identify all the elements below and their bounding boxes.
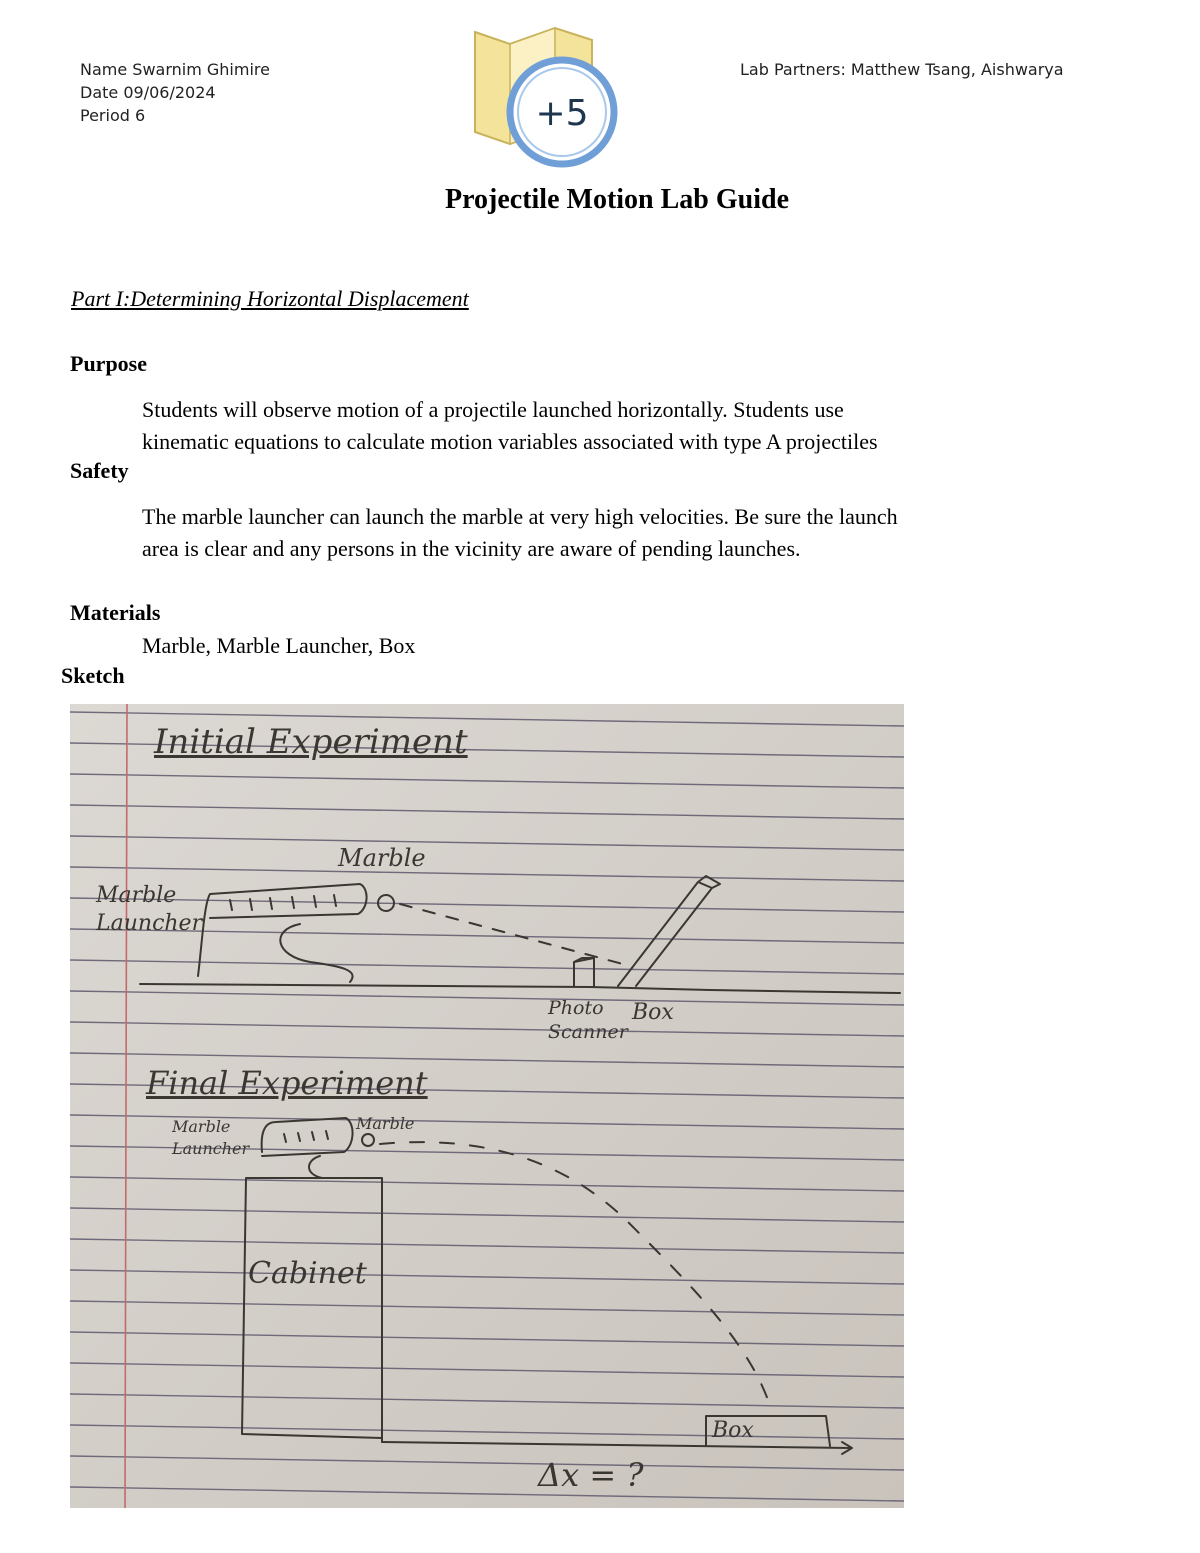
date-line: Date 09/06/2024: [80, 83, 216, 102]
initial-experiment-title: Initial Experiment: [154, 722, 468, 762]
badge-text: +5: [535, 93, 589, 134]
period-line: Period 6: [80, 106, 146, 125]
purpose-text: [142, 394, 878, 458]
launcher-label-bottom-2: Launcher: [172, 1139, 250, 1158]
purpose-heading: Purpose: [70, 351, 147, 376]
materials-text: Marble, Marble Launcher, Box: [142, 633, 416, 658]
student-info: [80, 58, 270, 127]
box-label-top: Box: [632, 1000, 674, 1025]
safety-text: [142, 501, 898, 565]
name-line: Name Swarnim Ghimire: [80, 60, 270, 79]
launcher-label-bottom-1: Marble: [172, 1117, 231, 1136]
launcher-label-top-2: Launcher: [96, 911, 203, 936]
purpose-line-2: kinematic equations to calculate motion variables associated with type A projectiles: [142, 429, 878, 454]
safety-line-1: The marble launcher can launch the marble at very high velocities. Be sure the launch: [142, 504, 898, 529]
marble-label-top: Marble: [338, 844, 426, 872]
photo-scanner-label-2: Scanner: [548, 1021, 628, 1043]
cabinet-label: Cabinet: [248, 1256, 367, 1291]
points-badge: [470, 22, 620, 172]
sketch-photo: [70, 704, 904, 1508]
document-title: Projectile Motion Lab Guide: [445, 184, 789, 215]
photo-scanner-label-1: Photo: [548, 997, 604, 1019]
delta-x-label: Δx = ?: [538, 1456, 644, 1494]
launcher-label-top-1: Marble: [96, 883, 177, 908]
materials-heading: Materials: [70, 600, 161, 625]
lab-partners: Lab Partners: Matthew Tsang, Aishwarya: [740, 60, 1064, 79]
photo-scanner-label: [548, 996, 628, 1044]
purpose-line-1: Students will observe motion of a projectile launched horizontally. Students use: [142, 397, 844, 422]
sketch-heading: Sketch: [61, 663, 125, 688]
box-label-bottom: Box: [712, 1418, 754, 1443]
launcher-label-top: [96, 882, 202, 938]
final-experiment-title: Final Experiment: [146, 1064, 428, 1102]
marble-label-bottom: Marble: [356, 1114, 415, 1133]
safety-heading: Safety: [70, 458, 129, 483]
sketch-drawing: [70, 704, 904, 1508]
launcher-label-bottom: [172, 1116, 249, 1160]
map-badge-icon: [470, 22, 620, 172]
part-heading: Part I:Determining Horizontal Displacement: [71, 286, 469, 311]
safety-line-2: area is clear and any persons in the vicinity are aware of pending launches.: [142, 536, 801, 561]
